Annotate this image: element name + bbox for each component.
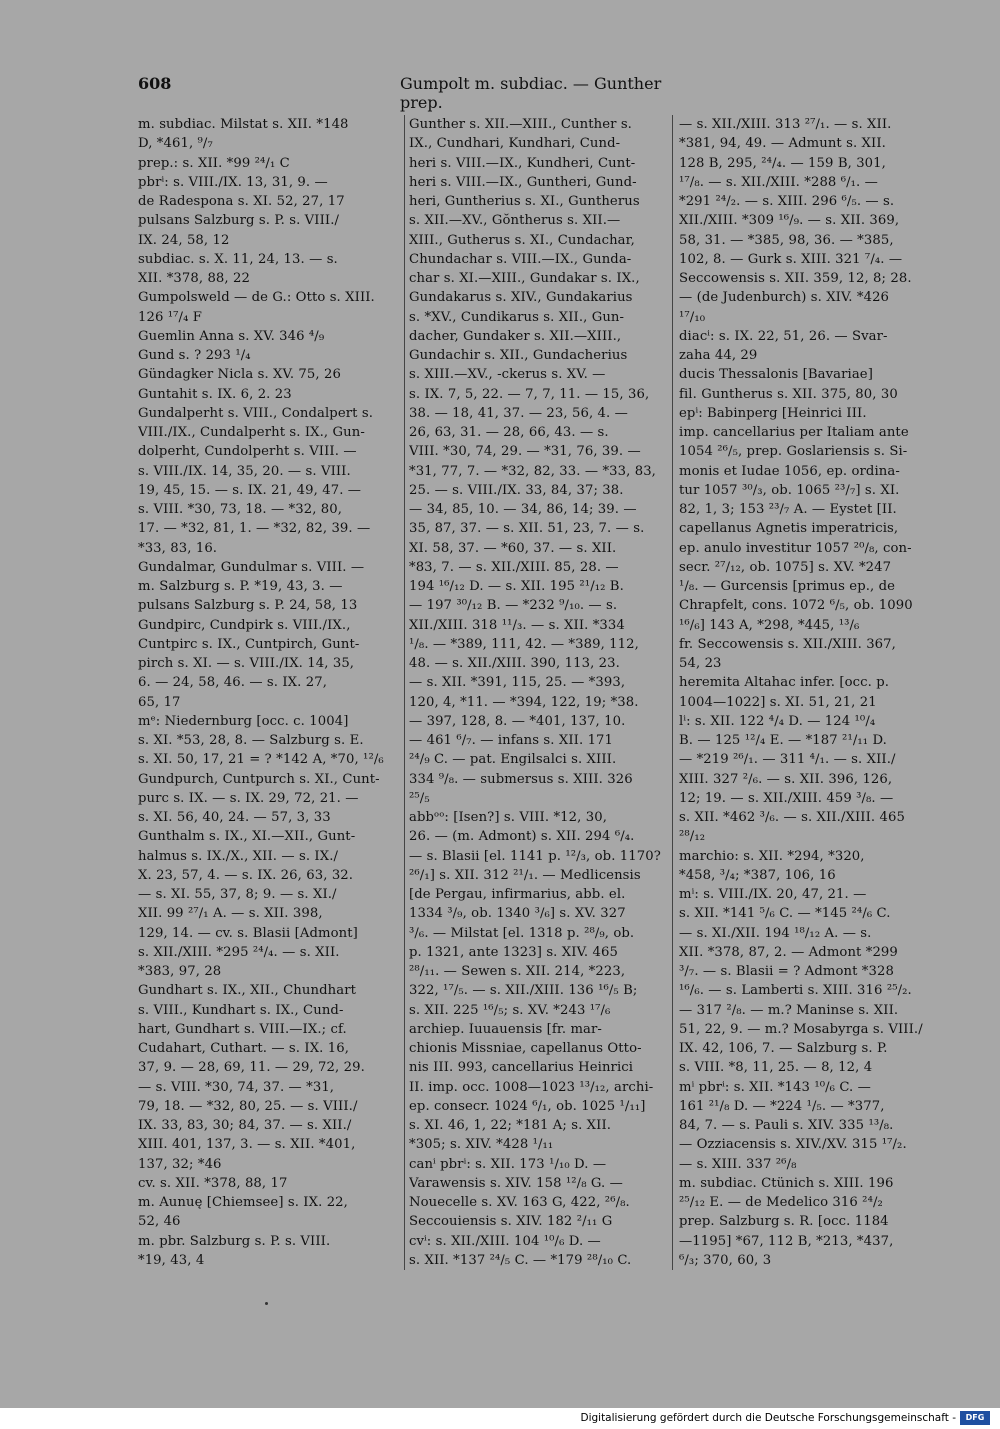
text-line: s. XI. 50, 17, 21 = ? *142 A, *70, ¹²/₆ xyxy=(138,752,384,768)
text-line: ⁶/₃; 370, 60, 3 xyxy=(679,1252,772,1268)
text-line: s. XI. *53, 28, 8. — Salzburg s. E. xyxy=(138,733,364,748)
text-line: *33, 83, 16. xyxy=(138,540,218,556)
text-line: s. VIII. *30, 73, 18. — *32, 80, xyxy=(138,502,343,517)
text-line: — s. XI./XII. 194 ¹⁸/₁₂ A. — s. xyxy=(679,925,872,941)
text-line: ²⁸/₁₁. — Sewen s. XII. 214, *223, xyxy=(409,964,626,979)
text-line: mⁱ: s. VIII./IX. 20, 47, 21. — xyxy=(679,887,867,902)
text-line: archiep. Iuuauensis [fr. mar- xyxy=(409,1021,602,1037)
text-line: — *219 ²⁶/₁. — 311 ⁴/₁. — s. XII./ xyxy=(679,752,896,768)
text-line: — 197 ³⁰/₁₂ B. — *232 ⁹/₁₀. — s. xyxy=(409,598,618,614)
text-line: — s. XI. 55, 37, 8; 9. — s. XI./ xyxy=(138,887,337,902)
text-line: Varawensis s. XIV. 158 ¹²/₈ G. — xyxy=(409,1175,623,1191)
text-line: ³/₇. — s. Blasii = ? Admont *328 xyxy=(679,964,894,979)
text-line: Gundalperht s. VIII., Condalpert s. xyxy=(138,405,374,421)
text-line: *383, 97, 28 xyxy=(138,964,222,979)
text-line: char s. XI.—XIII., Gundakar s. IX., xyxy=(409,271,640,286)
running-head xyxy=(138,72,670,112)
text-line: Gundpurch, Cuntpurch s. XI., Cunt- xyxy=(138,771,380,787)
text-line: epⁱ: Babinperg [Heinrici III. xyxy=(679,405,867,421)
text-line: tur 1057 ³⁰/₃, ob. 1065 ²³/₇] s. XI. xyxy=(679,482,900,498)
text-line: — 461 ⁶/₇. — infans s. XII. 171 xyxy=(409,733,614,748)
text-line: 102, 8. — Gurk s. XIII. 321 ⁷/₄. — xyxy=(679,251,903,267)
text-line: ¹⁷/₈. — s. XII./XIII. *288 ⁶/₁. — xyxy=(679,174,878,190)
text-line: fil. Guntherus s. XII. 375, 80, 30 xyxy=(679,386,898,402)
text-line: 84, 7. — s. Pauli s. XIV. 335 ¹³/₈. xyxy=(679,1118,894,1133)
text-line: 19, 45, 15. — s. IX. 21, 49, 47. — xyxy=(138,482,362,498)
text-line: m. subdiac. Ctünich s. XIII. 196 xyxy=(679,1175,894,1191)
text-line: 37, 9. — 28, 69, 11. — 29, 72, 29. xyxy=(138,1060,365,1076)
text-line: 48. — s. XII./XIII. 390, 113, 23. xyxy=(409,656,620,671)
text-line: XII. *378, 88, 22 xyxy=(138,271,250,286)
text-line: prep. Salzburg s. R. [occ. 1184 xyxy=(679,1214,889,1230)
running-title: Gumpolt m. subdiac. — Gunther prep. xyxy=(400,74,662,112)
text-line: Nouecelle s. XV. 163 G, 422, ²⁶/₈. xyxy=(409,1195,630,1210)
text-line: 35, 87, 37. — s. XII. 51, 23, 7. — s. xyxy=(409,521,645,537)
text-line: lⁱ: s. XII. 122 ⁴/₄ D. — 124 ¹⁰/₄ xyxy=(679,713,876,729)
text-line: de Radespona s. XI. 52, 27, 17 xyxy=(138,194,345,209)
text-line: mᵉ: Niedernburg [occ. c. 1004] xyxy=(138,713,349,729)
text-line: XIII. 327 ²/₆. — s. XII. 396, 126, xyxy=(679,771,893,787)
text-line: VIII. *30, 74, 29. — *31, 76, 39. — xyxy=(409,444,641,460)
text-line: ¹⁷/₁₀ xyxy=(679,309,706,325)
text-line: subdiac. s. X. 11, 24, 13. — s. xyxy=(138,251,338,267)
text-line: 334 ⁹/₈. — submersus s. XIII. 326 xyxy=(409,771,633,787)
text-line: cvⁱ: s. XII./XIII. 104 ¹⁰/₆ D. — xyxy=(409,1233,601,1249)
text-line: m. pbr. Salzburg s. P. s. VIII. xyxy=(138,1233,331,1249)
text-line: Gund s. ? 293 ¹/₄ xyxy=(138,348,251,363)
text-line: 79, 18. — *32, 80, 25. — s. VIII./ xyxy=(138,1098,358,1114)
text-line: [de Pergau, infirmarius, abb. el. xyxy=(409,887,626,902)
text-line: 26, 63, 31. — 28, 66, 43. — s. xyxy=(409,425,609,440)
text-line: ²⁶/₁] s. XII. 312 ²¹/₁. — Medlicensis xyxy=(409,867,641,883)
text-line: *31, 77, 7. — *32, 82, 33. — *33, 83, xyxy=(409,463,656,479)
text-line: pulsans Salzburg s. P. 24, 58, 13 xyxy=(138,598,358,614)
text-line: 38. — 18, 41, 37. — 23, 56, 4. — xyxy=(409,405,628,421)
text-line: Guemlin Anna s. XV. 346 ⁴/₉ xyxy=(138,328,325,344)
dfg-logo: DFG xyxy=(960,1411,990,1425)
text-line: secr. ²⁷/₁₂, ob. 1075] s. XV. *247 xyxy=(679,559,892,575)
text-line: ep. consecr. 1024 ⁶/₁, ob. 1025 ¹/₁₁] xyxy=(409,1098,646,1114)
text-line: XI. 58, 37. — *60, 37. — s. XII. xyxy=(409,540,617,556)
text-line: Gundakarus s. XIV., Gundakarius xyxy=(409,290,633,306)
text-line: 1054 ²⁶/₅, prep. Goslariensis s. Si- xyxy=(679,444,908,460)
text-line: *19, 43, 4 xyxy=(138,1252,205,1268)
text-line: s. XII.—XV., Gŏntherus s. XII.— xyxy=(409,213,621,229)
text-line: halmus s. IX./X., XII. — s. IX./ xyxy=(138,848,339,864)
text-line: purc s. IX. — s. IX. 29, 72, 21. — xyxy=(138,790,359,806)
text-column-left xyxy=(138,115,390,1270)
text-line: Gundalmar, Gundulmar s. VIII. — xyxy=(138,559,365,575)
text-line: XIII., Gutherus s. XI., Cundachar, xyxy=(409,232,635,248)
text-line: canⁱ pbrⁱ: s. XII. 173 ¹/₁₀ D. — xyxy=(409,1156,607,1172)
text-line: s. XII. *141 ⁵/₆ C. — *145 ²⁴/₆ C. xyxy=(679,906,891,922)
text-line: monis et Iudae 1056, ep. ordina- xyxy=(679,463,900,479)
text-line: 25. — s. VIII./IX. 33, 84, 37; 38. xyxy=(409,482,624,498)
text-line: — 397, 128, 8. — *401, 137, 10. xyxy=(409,713,626,729)
text-line: ¹⁶/₆. — s. Lamberti s. XIII. 316 ²⁵/₂. xyxy=(679,983,912,999)
text-line: *83, 7. — s. XII./XIII. 85, 28. — xyxy=(409,559,619,575)
text-column-middle xyxy=(404,115,665,1270)
text-line: Cuntpirc s. IX., Cuntpirch, Gunt- xyxy=(138,636,360,652)
text-line: 161 ²¹/₈ D. — *224 ¹/₅. — *377, xyxy=(679,1098,885,1114)
text-line: mⁱ pbrⁱ: s. XII. *143 ¹⁰/₆ C. — xyxy=(679,1079,871,1095)
text-line: s. *XV., Cundikarus s. XII., Gun- xyxy=(409,309,625,325)
text-line: 65, 17 xyxy=(138,694,181,710)
text-line: Seccowensis s. XII. 359, 12, 8; 28. xyxy=(679,271,912,286)
text-line: heremita Altahac infer. [occ. p. xyxy=(679,675,890,691)
text-line: Seccouiensis s. XIV. 182 ²/₁₁ G xyxy=(409,1214,613,1230)
text-line: 128 B, 295, ²⁴/₄. — 159 B, 301, xyxy=(679,155,886,171)
text-line: ducis Thessalonis [Bavariae] xyxy=(679,367,873,383)
text-line: s. XI. 56, 40, 24. — 57, 3, 33 xyxy=(138,810,331,825)
text-line: s. XII. *137 ²⁴/₅ C. — *179 ²⁸/₁₀ C. xyxy=(409,1252,632,1268)
text-line: ²⁵/₁₂ E. — de Medelico 316 ²⁴/₂ xyxy=(679,1195,883,1210)
text-line: 120, 4, *11. — *394, 122, 19; *38. xyxy=(409,694,639,710)
text-line: Gundpirc, Cundpirk s. VIII./IX., xyxy=(138,617,351,633)
text-line: heri s. VIII.—IX., Kundheri, Cunt- xyxy=(409,155,636,171)
text-line: — Ozziacensis s. XIV./XV. 315 ¹⁷/₂. xyxy=(679,1137,907,1153)
text-line: — s. VIII. *30, 74, 37. — *31, xyxy=(138,1079,335,1095)
text-line: s. XI. 46, 1, 22; *181 A; s. XII. xyxy=(409,1118,612,1133)
text-line: — 34, 85, 10. — 34, 86, 14; 39. — xyxy=(409,502,637,517)
text-line: Chundachar s. VIII.—IX., Gunda- xyxy=(409,251,632,267)
text-line: s. XII. 225 ¹⁶/₅; s. XV. *243 ¹⁷/₆ xyxy=(409,1002,611,1018)
text-line: XII. 99 ²⁷/₁ A. — s. XII. 398, xyxy=(138,906,323,922)
text-line: cv. s. XII. *378, 88, 17 xyxy=(138,1175,288,1191)
text-line: 322, ¹⁷/₅. — s. XII./XIII. 136 ¹⁶/₅ B; xyxy=(409,983,638,999)
text-line: XII./XIII. 318 ¹¹/₃. — s. XII. *334 xyxy=(409,617,625,633)
text-line: 126 ¹⁷/₄ F xyxy=(138,309,203,325)
funding-credit: Digitalisierung gefördert durch die Deutsche Forschungsgemeinschaft - xyxy=(580,1412,956,1424)
text-line: — (de Judenburch) s. XIV. *426 xyxy=(679,290,890,306)
text-line: heri s. VIII.—IX., Guntheri, Gund- xyxy=(409,174,637,190)
text-line: 194 ¹⁶/₁₂ D. — s. XII. 195 ²¹/₁₂ B. xyxy=(409,579,624,594)
text-line: Guntahit s. IX. 6, 2. 23 xyxy=(138,386,292,402)
text-line: pirch s. XI. — s. VIII./IX. 14, 35, xyxy=(138,656,355,671)
text-line: Gunther s. XII.—XIII., Cunther s. xyxy=(409,117,632,132)
text-line: X. 23, 57, 4. — s. IX. 26, 63, 32. xyxy=(138,867,354,883)
text-line: s. VIII. *8, 11, 25. — 8, 12, 4 xyxy=(679,1060,873,1076)
text-line: Gündagker Nicla s. XV. 75, 26 xyxy=(138,367,341,383)
page-number: 608 xyxy=(138,74,172,93)
text-line: IX., Cundhari, Kundhari, Cund- xyxy=(409,136,621,152)
text-line: Gundachir s. XII., Gundacherius xyxy=(409,348,628,363)
text-line: 82, 1, 3; 153 ²³/₇ A. — Eystet [II. xyxy=(679,502,897,517)
text-line: fr. Seccowensis s. XII./XIII. 367, xyxy=(679,636,896,652)
text-line: 137, 32; *46 xyxy=(138,1156,222,1172)
text-line: nis III. 993, cancellarius Heinrici xyxy=(409,1060,634,1076)
ink-speck xyxy=(265,1302,268,1305)
text-line: 1334 ³/₉, ob. 1340 ³/₆] s. XV. 327 xyxy=(409,906,626,922)
text-line: ²⁵/₅ xyxy=(409,790,430,806)
text-line: ³/₆. — Milstat [el. 1318 p. ²⁸/₉, ob. xyxy=(409,925,635,941)
text-line: zaha 44, 29 xyxy=(679,348,758,363)
text-line: Cudahart, Cuthart. — s. IX. 16, xyxy=(138,1041,350,1056)
text-line: hart, Gundhart s. VIII.—IX.; cf. xyxy=(138,1021,347,1037)
text-line: XIII. 401, 137, 3. — s. XII. *401, xyxy=(138,1137,356,1153)
text-line: 51, 22, 9. — m.? Mosabyrga s. VIII./ xyxy=(679,1021,923,1037)
text-line: 1004—1022] s. XI. 51, 21, 21 xyxy=(679,694,877,710)
text-line: dacher, Gundaker s. XII.—XIII., xyxy=(409,328,622,344)
text-column-right xyxy=(672,115,933,1270)
text-line: — s. XII. *391, 115, 25. — *393, xyxy=(409,675,626,691)
text-line: — s. XII./XIII. 313 ²⁷/₁. — s. XII. xyxy=(679,117,892,132)
text-line: diacⁱ: s. IX. 22, 51, 26. — Svar- xyxy=(679,328,888,344)
text-line: 12; 19. — s. XII./XIII. 459 ³/₈. — xyxy=(679,790,894,806)
text-line: IX. 33, 83, 30; 84, 37. — s. XII./ xyxy=(138,1118,352,1133)
text-line: *381, 94, 49. — Admunt s. XII. xyxy=(679,136,886,152)
text-line: 129, 14. — cv. s. Blasii [Admont] xyxy=(138,925,358,941)
text-line: ²⁴/₉ C. — pat. Engilsalci s. XIII. xyxy=(409,752,617,768)
text-line: 17. — *32, 81, 1. — *32, 82, 39. — xyxy=(138,521,371,537)
text-line: ep. anulo investitur 1057 ²⁰/₈, con- xyxy=(679,540,912,556)
text-line: s. VIII., Kundhart s. IX., Cund- xyxy=(138,1002,344,1018)
text-line: 6. — 24, 58, 46. — s. IX. 27, xyxy=(138,675,328,691)
text-line: XII. *378, 87, 2. — Admont *299 xyxy=(679,944,898,960)
text-line: 54, 23 xyxy=(679,656,722,671)
text-line: ¹⁶/₆] 143 A, *298, *445, ¹³/₆ xyxy=(679,617,860,633)
text-line: —1195] *67, 112 B, *213, *437, xyxy=(679,1233,894,1249)
text-line: dolperht, Cundolperht s. VIII. — xyxy=(138,444,357,460)
text-line: Gundhart s. IX., XII., Chundhart xyxy=(138,983,356,999)
text-line: ¹/₈. — Gurcensis [primus ep., de xyxy=(679,579,896,594)
text-line: heri, Guntherius s. XI., Guntherus xyxy=(409,194,640,209)
text-line: Chrapfelt, cons. 1072 ⁶/₅, ob. 1090 xyxy=(679,598,913,614)
text-line: pulsans Salzburg s. P. s. VIII./ xyxy=(138,213,340,229)
text-line: *458, ³/₄; *387, 106, 16 xyxy=(679,867,836,883)
text-line: Gunthalm s. IX., XI.—XII., Gunt- xyxy=(138,829,356,845)
text-line: imp. cancellarius per Italiam ante xyxy=(679,425,909,440)
text-line: s. XIII.—XV., -ckerus s. XV. — xyxy=(409,367,606,383)
text-line: Gumpolsweld — de G.: Otto s. XIII. xyxy=(138,290,375,306)
text-line: XII./XIII. *309 ¹⁶/₉. — s. XII. 369, xyxy=(679,213,900,229)
text-line: ¹/₈. — *389, 111, 42. — *389, 112, xyxy=(409,636,639,652)
text-line: s. VIII./IX. 14, 35, 20. — s. VIII. xyxy=(138,463,351,479)
text-line: abbᵒᵒ: [Isen?] s. VIII. *12, 30, xyxy=(409,810,607,825)
text-line: D, *461, ⁹/₇ xyxy=(138,136,213,152)
text-line: B. — 125 ¹²/₄ E. — *187 ²¹/₁₁ D. xyxy=(679,733,887,748)
text-line: s. XII./XIII. *295 ²⁴/₄. — s. XII. xyxy=(138,944,340,960)
text-line: 26. — (m. Admont) s. XII. 294 ⁶/₄. xyxy=(409,829,635,845)
text-line: — s. Blasii [el. 1141 p. ¹²/₃, ob. 1170? xyxy=(409,848,661,864)
text-line: s. XII. *462 ³/₆. — s. XII./XIII. 465 xyxy=(679,810,905,825)
text-line: 58, 31. — *385, 98, 36. — *385, xyxy=(679,232,894,248)
digitization-footer xyxy=(560,1412,994,1426)
text-line: chionis Missniae, capellanus Otto- xyxy=(409,1041,642,1056)
text-line: IX. 42, 106, 7. — Salzburg s. P. xyxy=(679,1041,888,1056)
text-line: capellanus Agnetis imperatricis, xyxy=(679,521,899,537)
text-line: ²⁸/₁₂ xyxy=(679,829,706,845)
text-line: pbrⁱ: s. VIII./IX. 13, 31, 9. — xyxy=(138,174,328,190)
text-line: *305; s. XIV. *428 ¹/₁₁ xyxy=(409,1137,554,1153)
text-line: 52, 46 xyxy=(138,1214,181,1230)
text-line: II. imp. occ. 1008—1023 ¹³/₁₂, archi- xyxy=(409,1079,654,1095)
text-line: IX. 24, 58, 12 xyxy=(138,232,230,248)
text-line: p. 1321, ante 1323] s. XIV. 465 xyxy=(409,944,618,960)
text-line: marchio: s. XII. *294, *320, xyxy=(679,848,865,864)
text-line: *291 ²⁴/₂. — s. XIII. 296 ⁶/₅. — s. xyxy=(679,194,895,209)
text-line: prep.: s. XII. *99 ²⁴/₁ C xyxy=(138,155,290,171)
text-line: m. Salzburg s. P. *19, 43, 3. — xyxy=(138,579,343,594)
text-line: m. Aunuę [Chiemsee] s. IX. 22, xyxy=(138,1195,348,1210)
text-line: m. subdiac. Milstat s. XII. *148 xyxy=(138,117,349,132)
text-line: — 317 ²/₈. — m.? Maninse s. XII. xyxy=(679,1002,899,1018)
text-line: — s. XIII. 337 ²⁶/₈ xyxy=(679,1156,797,1172)
text-line: VIII./IX., Cundalperht s. IX., Gun- xyxy=(138,425,365,440)
text-line: s. IX. 7, 5, 22. — 7, 7, 11. — 15, 36, xyxy=(409,386,650,402)
